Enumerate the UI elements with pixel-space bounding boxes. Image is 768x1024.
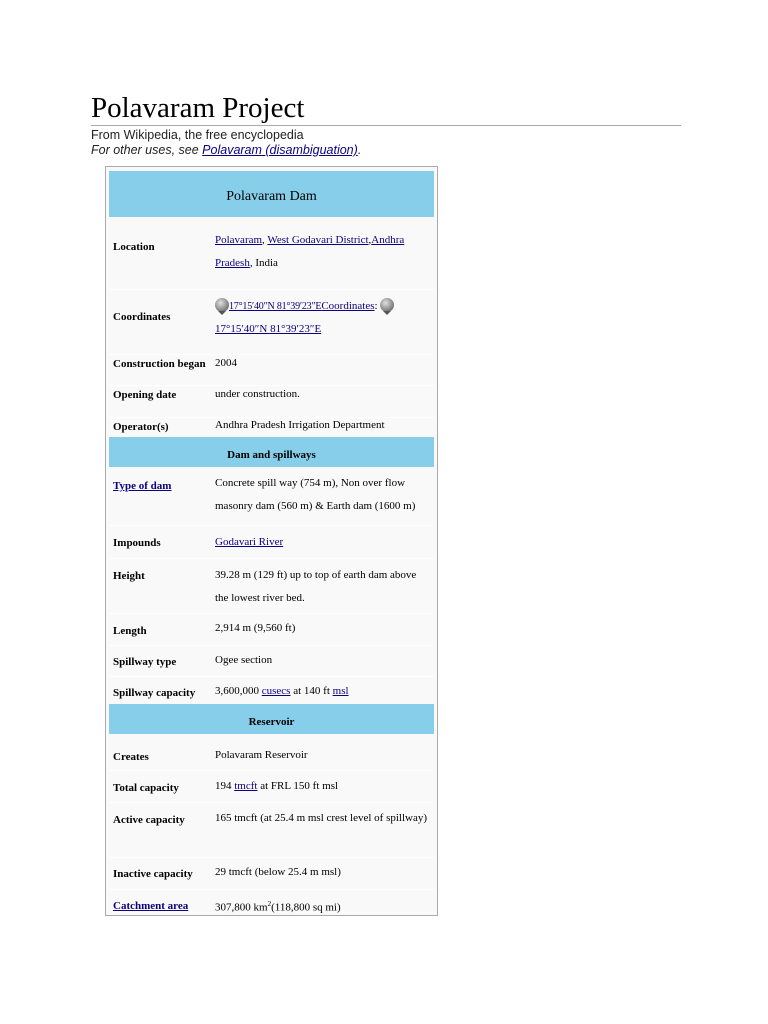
location-value bbox=[215, 229, 430, 275]
polavaram-link[interactable]: Polavaram bbox=[215, 234, 263, 246]
row-total-capacity bbox=[109, 772, 434, 800]
operator-label: Operator(s) bbox=[113, 421, 169, 433]
row-coordinates bbox=[109, 291, 434, 353]
row-type-of-dam bbox=[109, 478, 434, 524]
location-sep1: , bbox=[262, 234, 268, 246]
cusecs-link[interactable]: cusecs bbox=[261, 685, 291, 697]
operator-value: Andhra Pradesh Irrigation Department bbox=[215, 419, 385, 431]
catchment-post: (118,800 sq mi) bbox=[271, 901, 341, 914]
coordinates-label: Coordinates bbox=[113, 311, 171, 323]
row-divider bbox=[109, 889, 434, 890]
row-divider bbox=[109, 613, 434, 614]
inactive-capacity-label: Inactive capacity bbox=[113, 868, 193, 880]
impounds-label: Impounds bbox=[113, 537, 161, 549]
creates-value: Polavaram Reservoir bbox=[215, 749, 308, 761]
row-active-capacity bbox=[109, 804, 434, 856]
active-capacity-value: 165 tmcft (at 25.4 m msl crest level of spillway) bbox=[215, 812, 428, 824]
row-inactive-capacity bbox=[109, 859, 434, 887]
section-dam-and-spillways: Dam and spillways bbox=[109, 437, 434, 467]
construction-value: 2004 bbox=[215, 357, 237, 369]
row-divider bbox=[109, 558, 434, 559]
row-impounds bbox=[109, 527, 434, 555]
total-capacity-value bbox=[215, 775, 430, 798]
coordinates-colon: : bbox=[374, 300, 378, 312]
type-of-dam-value: Concrete spill way (754 m), Non over flow masonry dam (560 m) & Earth dam (1600 m) bbox=[215, 477, 416, 512]
row-divider bbox=[109, 525, 434, 526]
inactive-capacity-value: 29 tmcft (below 25.4 m msl) bbox=[215, 866, 341, 878]
spillway-type-label: Spillway type bbox=[113, 656, 177, 668]
godavari-river-link[interactable]: Godavari River bbox=[215, 536, 284, 548]
row-operator bbox=[109, 419, 434, 435]
height-label: Height bbox=[113, 570, 145, 582]
catchment-sup: 2 bbox=[267, 900, 272, 908]
row-construction bbox=[109, 356, 434, 384]
construction-label: Construction began bbox=[113, 358, 206, 370]
hatnote-suffix: . bbox=[357, 143, 362, 157]
row-spillway-type bbox=[109, 647, 434, 675]
infobox bbox=[105, 166, 438, 916]
row-location bbox=[109, 233, 434, 287]
impounds-value bbox=[215, 531, 430, 554]
hatnote-prefix: For other uses, see bbox=[91, 143, 203, 157]
location-suffix: , India bbox=[249, 257, 278, 269]
disambiguation-link[interactable]: Polavaram (disambiguation) bbox=[202, 143, 358, 157]
catchment-area-link[interactable]: Catchment area bbox=[113, 900, 189, 912]
row-catchment-area bbox=[109, 891, 434, 915]
row-opening bbox=[109, 387, 434, 415]
total-capacity-post: at FRL 150 ft msl bbox=[257, 780, 339, 792]
active-capacity-label: Active capacity bbox=[113, 814, 185, 826]
globe-icon[interactable] bbox=[215, 298, 229, 312]
title-divider bbox=[91, 125, 681, 126]
spillway-type-value: Ogee section bbox=[215, 654, 273, 666]
row-length bbox=[109, 615, 434, 643]
row-creates bbox=[109, 737, 434, 771]
total-capacity-pre: 194 bbox=[215, 780, 235, 792]
creates-label: Creates bbox=[113, 751, 149, 763]
row-divider bbox=[109, 802, 434, 803]
infobox-title: Polavaram Dam bbox=[109, 171, 434, 217]
andhra-pradesh-link[interactable]: Andhra Pradesh bbox=[215, 234, 405, 269]
coordinates-dms-link[interactable]: 17°15′40″N 81°39′23″E bbox=[215, 323, 322, 335]
coordinates-link[interactable]: Coordinates bbox=[321, 300, 375, 312]
row-divider bbox=[109, 770, 434, 771]
catchment-pre: 307,800 km bbox=[215, 901, 268, 914]
row-divider bbox=[109, 857, 434, 858]
opening-label: Opening date bbox=[113, 389, 177, 401]
total-capacity-label: Total capacity bbox=[113, 782, 179, 794]
spillway-capacity-label: Spillway capacity bbox=[113, 687, 196, 699]
section-reservoir: Reservoir bbox=[109, 704, 434, 734]
coordinates-value bbox=[215, 295, 430, 341]
spillway-capacity-mid: at 140 ft bbox=[290, 685, 333, 697]
length-label: Length bbox=[113, 625, 147, 637]
hatnote bbox=[91, 143, 361, 157]
opening-value: under construction. bbox=[215, 388, 300, 400]
coordinates-small-link[interactable]: 17°15′40″N 81°39′23″E bbox=[229, 301, 322, 312]
catchment-area-value bbox=[215, 893, 430, 920]
row-divider bbox=[109, 289, 434, 290]
length-value: 2,914 m (9,560 ft) bbox=[215, 622, 296, 634]
globe-icon[interactable] bbox=[380, 298, 394, 312]
tagline: From Wikipedia, the free encyclopedia bbox=[91, 128, 304, 142]
msl-link[interactable]: msl bbox=[332, 685, 349, 697]
row-divider bbox=[109, 676, 434, 677]
type-of-dam-link[interactable]: Type of dam bbox=[113, 480, 172, 492]
location-sep2: , bbox=[368, 234, 372, 246]
row-divider bbox=[109, 645, 434, 646]
spillway-capacity-pre: 3,600,000 bbox=[215, 685, 262, 697]
height-value: 39.28 m (129 ft) up to top of earth dam above the lowest river bed. bbox=[215, 569, 417, 604]
row-spillway-capacity bbox=[109, 678, 434, 702]
page-title: Polavaram Project bbox=[91, 92, 305, 124]
row-height bbox=[109, 560, 434, 612]
location-label: Location bbox=[113, 241, 155, 253]
west-godavari-link[interactable]: West Godavari District bbox=[267, 234, 369, 246]
spillway-capacity-value bbox=[215, 680, 430, 703]
tmcft-link[interactable]: tmcft bbox=[234, 780, 258, 792]
